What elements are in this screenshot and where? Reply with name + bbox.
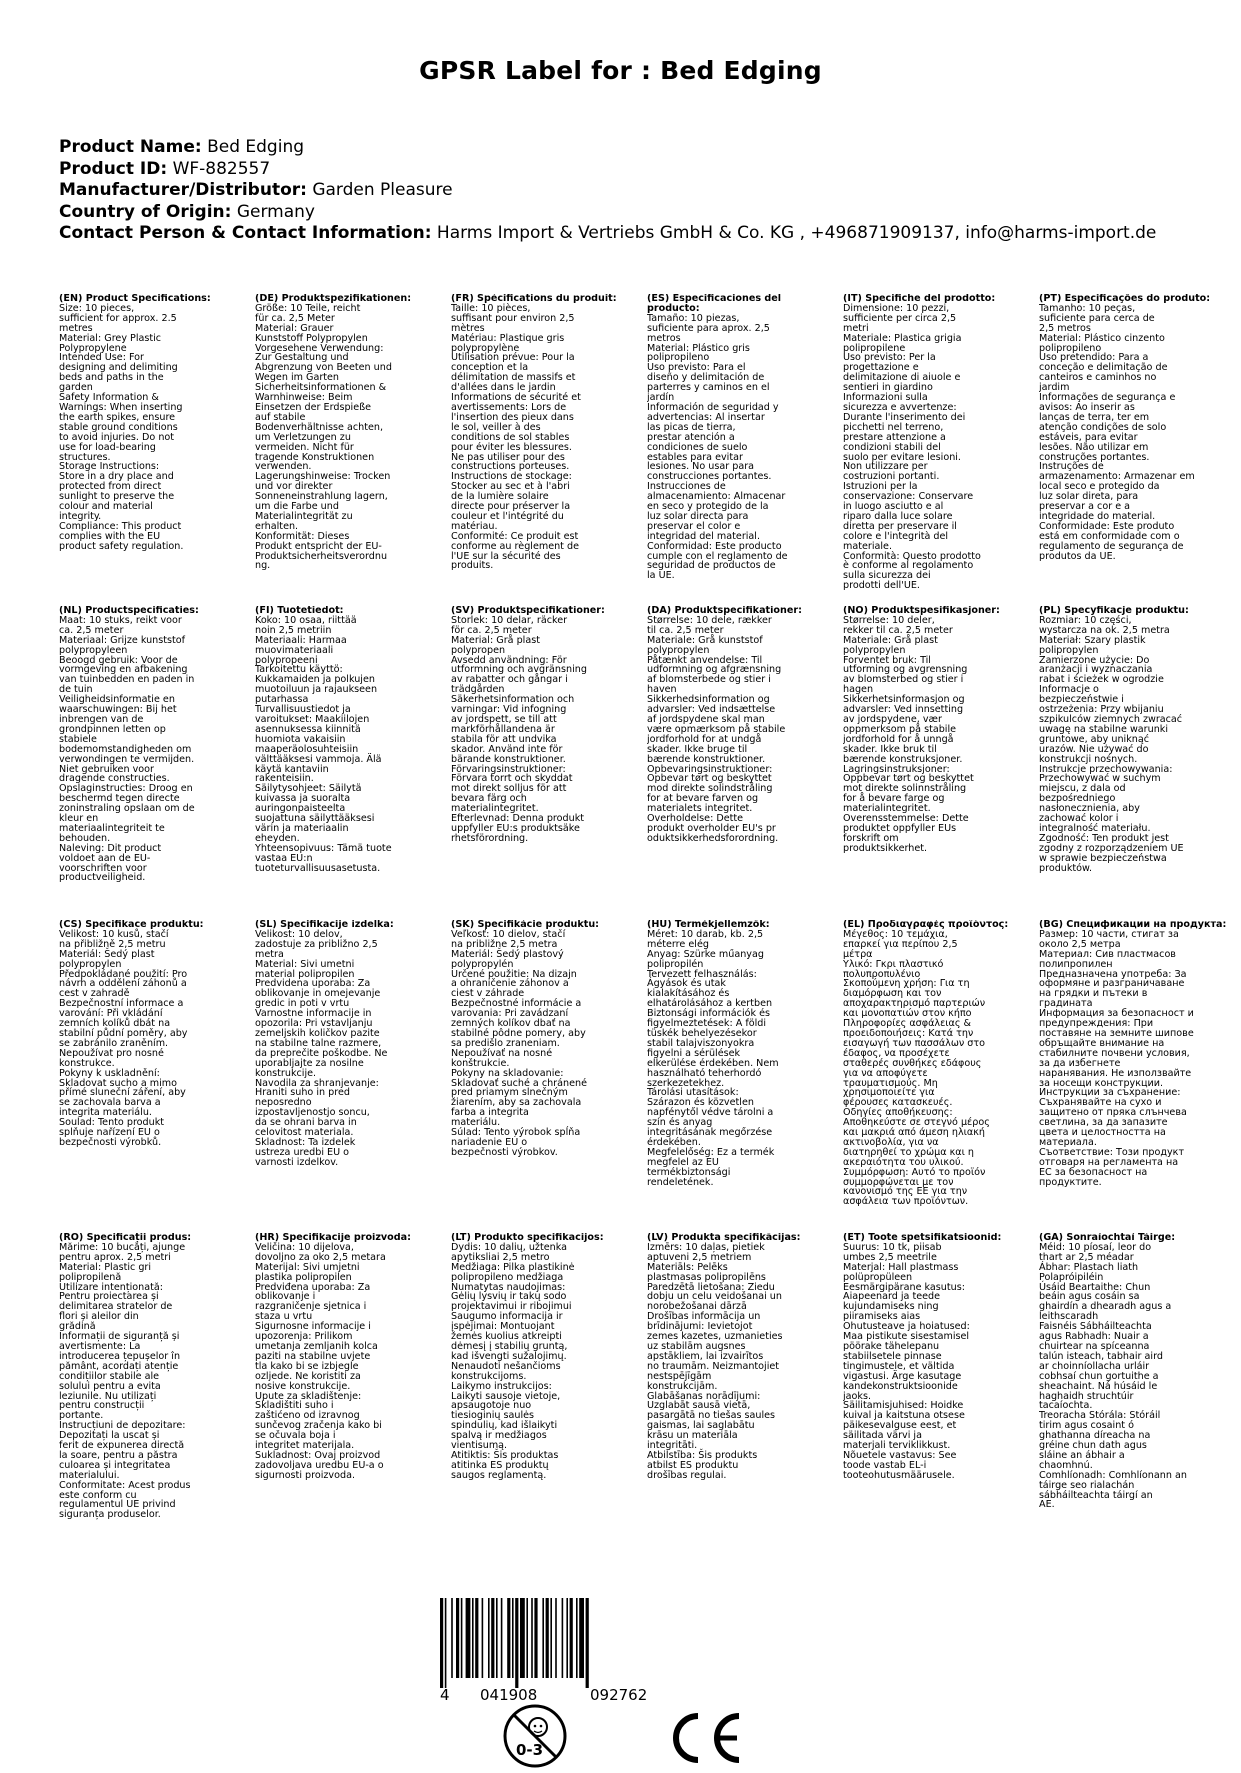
product-id-value: WF-882557 [172, 158, 271, 179]
barcode-bar [562, 1598, 564, 1678]
origin-label: Country of Origin: [59, 201, 232, 222]
lang-block-el [843, 920, 1015, 1207]
product-name-label: Product Name: [59, 137, 202, 157]
barcode-group-2: 092762 [590, 1686, 648, 1704]
product-info [59, 137, 1156, 245]
barcode-bar [440, 1598, 443, 1688]
lang-body: Taille: 10 pièces, suffisant pour environ 2,5 mètres Matériau: Plastique gris polypropylène Utilisation prévue: Pour la conception et la délimitation de massifs et d'allées dans le jardin Informations de sécurité et avertissements: Lors de l'insertion des pieux dans le sol, veiller à des conditions de sol stables pour éviter les blessures. Ne pas utiliser pour des constructions porteuses. Instructions de stockage: Stocker au sec et à l'abri de la lumière solaire directe pour préserver la couleur et l'intégrité du matériau. Conformité: Ce produit est conforme au règlement de l'UE sur la sécurité des produits. [451, 302, 581, 572]
barcode-bar [526, 1598, 528, 1678]
lang-block-hu [647, 920, 819, 1187]
lang-block-es [647, 294, 819, 581]
lang-block-pt [1039, 294, 1211, 561]
lang-block-pl [1039, 606, 1211, 873]
lang-block-sl [255, 920, 427, 1168]
contact-label: Contact Person & Contact Information: [59, 223, 432, 243]
lang-block-sv [451, 606, 623, 844]
barcode-bar [550, 1598, 552, 1678]
lang-heading: (SV) Produktspecifikationer: [451, 606, 605, 616]
lang-block-de [255, 294, 427, 571]
barcode-bar [512, 1598, 514, 1678]
lang-block-en [59, 294, 231, 552]
lang-heading: (EN) Product Specifications: [59, 294, 211, 304]
manufacturer-row [59, 180, 1156, 202]
lang-body: Tamaño: 10 piezas, suficiente para aprox. 2,5 metros Material: Plástico gris polipropileno Uso previsto: Para el diseño y delimitación de parterres y caminos en el jardín Información de seguridad y advertencias: Al insertar las picas de tierra, prestar atención a condiciones de suelo estables para evitar lesiones. No usar para construcciones portantes. Instrucciones de almacenamiento: Almacenar en seco y protegido de la luz solar directa para preservar el color e integridad del material. Conformidad: Este producto cumple con el reglamento de seguridad de productos de la UE. [647, 312, 788, 582]
barcode-bar [445, 1598, 447, 1688]
product-name-value: Bed Edging [207, 137, 305, 157]
barcode-left-digit: 4 [440, 1686, 450, 1704]
lang-heading: (PL) Specyfikacje produktu: [1039, 606, 1189, 616]
barcode-bar [491, 1598, 494, 1678]
age-warning-0-3-icon [502, 1703, 568, 1769]
page-title: GPSR Label for : Bed Edging [419, 56, 822, 85]
barcode-bar [475, 1598, 478, 1678]
lang-body: Tamanho: 10 peças, suficiente para cerca de 2,5 metros Material: Plástico cinzento polipropileno Uso pretendido: Para a conceção e delimitação de canteiros e caminhos no jardim Informações de segurança e avisos: Ao inserir as lanças de terra, ter em atenção condições de solo estáveis, para evitar lesões. Não utilizar em construções portantes. Instruções de armazenamento: Armazenar em local seco e protegido da luz solar direta, para preservar a cor e a integridade do material. Conformidade: Este produto está em conformidade com o regulamento de segurança de produtos da UE. [1039, 302, 1195, 562]
lang-block-no [843, 606, 1015, 854]
lang-heading: (PT) Especificações do produto: [1039, 294, 1211, 304]
lang-block-sk [451, 920, 623, 1158]
manufacturer-label: Manufacturer/Distributor: [59, 180, 307, 200]
product-name-row [59, 137, 1156, 159]
barcode-bar [482, 1598, 484, 1678]
lang-heading: (LT) Produkto specifikacijos: [451, 1233, 604, 1243]
barcode-bar [466, 1598, 471, 1678]
barcode-bar [570, 1598, 573, 1678]
lang-body: Veľkosť: 10 dielov, stačí na približne 2,5 metra Materiál: Šedý plastový polypropylén Určené použitie: Na dizajn a ohraničenie záhonov a ciest v záhrade Bezpečnostné informácie a varovania: Pri zavádzaní zemných kolíkov dbať na stabilné pôdne pomery, aby sa predišlo zraneniam. Nepoužívať na nosné konštrukcie. Pokyny na skladovanie: Skladovať suché a chránené pred priamym slnečným žiarením, aby sa zachovala farba a integrita materiálu. Súlad: Tento výrobok spĺňa nariadenie EÚ o bezpečnosti výrobkov. [451, 928, 587, 1158]
barcode-bar [461, 1598, 463, 1678]
barcode-bar [456, 1598, 459, 1678]
lang-body: Dydis: 10 dalių, užtenka apytiksliai 2,5 metro Medžiaga: Pilka plastikinė polipropileno medžiaga Numatytas naudojimas: Gėlių lysvių ir takų sodo projektavimui ir ribojimui Saugumo informacija ir įspėjimai: Montuojant žemės kuolius atkreipti dėmesį į stabilių gruntą, kad išvengti sužalojimų. Nenaudoti nešančioms konstrukcijoms. Laikymo instrukcijos: Laikyti sausoje vietoje, apsaugotoje nuo tiesioginių saulės spindulių, kad išlaikyti spalvą ir medžiagos vientisumą. Atitiktis: Šis produktas atitinka ES produktų saugos reglamentą. [451, 1241, 575, 1481]
lang-body: Mărime: 10 bucăți, ajunge pentru aprox. 2,5 metri Material: Plastic gri polipropilenă Utilizare intenționată: Pentru proiectarea și delimitarea stratelor de flori și aleilor din grădină Informații de siguranță și avertismente: La introducerea țepușelor în pământ, acordați atenție condițiilor stabile ale solului pentru a evita leziunile. Nu utilizați pentru construcții portante. Instrucțiuni de depozitare: Depozitați la uscat și ferit de expunerea directă la soare, pentru a păstra culoarea și integritatea materialului. Conformitate: Acest produs este conform cu regulamentul UE privind siguranța produselor. [59, 1241, 191, 1521]
lang-heading: (NL) Productspecificaties: [59, 606, 199, 616]
barcode-bar [496, 1598, 498, 1678]
lang-block-it [843, 294, 1015, 591]
contact-value: Harms Import & Vertriebs GmbH & Co. KG , +496871909137, info@harms-import.de [436, 223, 1157, 243]
lang-body: Größe: 10 Teile, reicht für ca. 2,5 Meter Material: Grauer Kunststoff Polypropylen Vorgesehene Verwendung: Zur Gestaltung und Abgrenzung von Beeten und Wegen im Garten Sicherheitsinformationen & Warnhinweise: Beim Einsetzen der Erdspieße auf stabile Bodenverhältnisse achten, um Verletzungen zu vermeiden. Nicht für tragende Konstruktionen verwenden. Lagerungshinweise: Trocken und vor direkter Sonneneinstrahlung lagern, um die Farbe und Materialintegrität zu erhalten. Konformität: Dieses Produkt entspricht der EU- Produktsicherheitsverordnu ng. [255, 302, 392, 572]
barcode-bar [566, 1598, 568, 1678]
lang-body: Koko: 10 osaa, riittää noin 2,5 metriin Materiaali: Harmaa muovimateriaali polypropeeni Tarkoitettu käyttö: Kukkamaiden ja polkujen muotoiluun ja rajaukseen putarhassa Turvallisuustiedot ja varoitukset: Maakiilojen asennuksessa kiinnitä huomiota vakaisiin maaperäolosuhteisiin välttääksesi vammoja. Älä käytä kantaviin rakenteisiin. Säilytysohjeet: Säilytä kuivassa ja suoralta auringonpaisteelta suojattuna säilyttääksesi värin ja materiaalin eheyden. Yhteensopivuus: Tämä tuote vastaa EU:n tuoteturvallisuusasetusta. [255, 614, 392, 874]
lang-heading: (DA) Produktspecifikationer: [647, 606, 802, 616]
lang-body: Størrelse: 10 dele, rækker til ca. 2,5 meter Materiale: Grå kunststof polypropylen Påtænkt anvendelse: Til udformning og afgrænsning af blomsterbede og stier i haven Sikkerhedsinformation og advarsler: Ved indsættelse af jordspydene skal man være opmærksom på stabile jordforhold for at undgå skader. Ikke bruge til bærende konstruktioner. Opbevaringsinstruktioner: Opbevar tørt og beskyttet mod direkte solindstråling for at bevare farven og materialets integritet. Overholdelse: Dette produkt overholder EU's pr oduktsikkerhedsforordning. [647, 614, 786, 844]
lang-block-et [843, 1233, 1015, 1481]
barcode-bar [534, 1598, 537, 1678]
lang-heading: (RO) Specificații produs: [59, 1233, 192, 1243]
barcode-bar [546, 1598, 549, 1678]
lang-block-ga [1039, 1233, 1211, 1510]
lang-block-lt [451, 1233, 623, 1481]
barcode-bar [488, 1598, 490, 1678]
lang-heading: (FR) Spécifications du produit: [451, 294, 617, 304]
barcode-bar [579, 1598, 584, 1678]
svg-text:0-3: 0-3 [516, 1741, 544, 1759]
lang-body: Méid: 10 píosaí, leor do thart ar 2,5 méadar Ábhar: Plastach liath Polapróipiléin Úsáid Beartaithe: Chun beáin agus cosáin sa ghairdín a dhearadh agus a leithscaradh Faisnéis Sábháilteachta agus Rabhadh: Nuair a chuirtear na spíceanna talún isteach, tabhair aird ar choinníollacha urláir cobhsaí chun gortuithe a sheachaint. Ná húsáid le haghaidh struchtúir tacaíochta. Treoracha Stórála: Stóráil tirim agus cosaint ó ghathanna díreacha na gréine chun dath agus sláine an ábhair a chaomhnú. Comhlíonadh: Comhlíonann an táirge seo rialachán sábháilteachta táirgí an AE. [1039, 1241, 1187, 1511]
origin-value: Germany [236, 201, 315, 222]
lang-heading: (HU) Termékjellemzők: [647, 920, 770, 930]
lang-block-fi [255, 606, 427, 873]
lang-body: Veličina: 10 dijelova, dovoljno za oko 2,5 metara Materijal: Sivi umjetni plastika polipropilen Predviđena uporaba: Za oblikovanje i razgraničenje sjetnica i staza u vrtu Sigurnosne informacije i upozorenja: Prilikom umetanja zemljanih kolca paziti na stabilne uvjete tla kako bi se izbjegle ozljede. Ne koristiti za nosive konstrukcije. Upute za skladištenje: Skladištiti suho i zaštićeno od izravnog sunčevog zračenja kako bi se očuvala boja i integritet materijala. Sukladnost: Ovaj proizvod zadovoljava uredbu EU-a o sigurnosti proizvoda. [255, 1241, 386, 1481]
lang-block-cs [59, 920, 231, 1148]
barcode-bar [472, 1598, 474, 1678]
lang-heading: (CS) Specifikace produktu: [59, 920, 204, 930]
lang-heading: (FI) Tuotetiedot: [255, 606, 344, 616]
barcode-bar [451, 1598, 453, 1678]
lang-block-hr [255, 1233, 427, 1481]
lang-heading: (ET) Toote spetsifikatsioonid: [843, 1233, 1002, 1243]
lang-block-ro [59, 1233, 231, 1520]
barcode-bar [520, 1598, 525, 1678]
barcode-bar [555, 1598, 557, 1678]
lang-block-nl [59, 606, 231, 883]
lang-body: Méret: 10 darab, kb. 2,5 méterre elég Anyag: Szürke műanyag polipropilén Tervezett felhasználás: Ágyások és utak kialakításához és elhatárolásához a kertben Biztonsági információk és figyelmeztetések: A földi tüskék behelyezésekor stabil talajviszonyokra figyelni a sérülések elkerülése érdekében. Nem használható teherhordó szerkezetekhez. Tárolási utasítások: Szárazon és közvetlen napfénytől védve tárolni a szín és anyag integritásának megőrzése érdekében. Megfelelőség: Ez a termék megfelel az EU termékbiztonsági rendeletének. [647, 928, 779, 1188]
lang-heading: (DE) Produktspezifikationen: [255, 294, 412, 304]
barcode-bar [542, 1598, 544, 1678]
lang-body: Maat: 10 stuks, reikt voor ca. 2,5 meter Materiaal: Grijze kunststof polypropyleen Beoogd gebruik: Voor de vormgeving en afbakening van tuinbedden en paden in de tuin Veiligheidsinformatie en waarschuwingen: Bij het inbrengen van de grondpinnen letten op stabiele bodemomstandigheden om verwondingen te vermijden. Niet gebruiken voor dragende constructies. Opslaginstructies: Droog en beschermd tegen directe zoninstraling opslaan om de kleur en materiaalintegriteit te behouden. Naleving: Dit product voldoet aan de EU- voorschriften voor productveiligheid. [59, 614, 195, 884]
lang-heading: (BG) Спецификации на продукта: [1039, 920, 1227, 930]
barcode-bar [501, 1598, 503, 1678]
origin-row [59, 202, 1156, 224]
product-id-row [59, 159, 1156, 181]
lang-heading: (GA) Sonraíochtaí Táirge: [1039, 1233, 1176, 1243]
lang-body: Size: 10 pieces, sufficient for approx. 2.5 metres Material: Grey Plastic Polypropylene Intended Use: For designing and delimiting beds and paths in the garden Safety Information & Warnings: When inserting the earth spikes, ensure stable ground conditions to avoid injuries. Do not use for load-bearing structures. Storage Instructions: Store in a dry place and protected from direct sunlight to preserve the colour and material integrity. Compliance: This product complies with the EU product safety regulation. [59, 302, 184, 552]
lang-block-fr [451, 294, 623, 571]
barcode-bar [576, 1598, 578, 1678]
lang-body: Rozmiar: 10 części, wystarcza na ok. 2,5 metra Materiał: Szary plastik polipropylen Zamierzone użycie: Do aranżacji i wyznaczania rabat i ścieżek w ogrodzie Informacje o bezpieczeństwie i ostrzeżenia: Przy wbijaniu szpikulców ziemnych zwracać uwagę na stabilne warunki gruntowe, aby uniknąć urazów. Nie używać do konstrukcji nośnych. Instrukcje przechowywania: Przechowywać w suchym miejscu, z dala od bezpośredniego nasłonecznienia, aby zachować kolor i integralność materiału. Zgodność: Ten produkt jest zgodny z rozporządzeniem UE w sprawie bezpieczeństwa produktów. [1039, 614, 1184, 874]
lang-body: Velikost: 10 kusů, stačí na přibližně 2,5 metru Materiál: Šedý plast polypropylen Předpokládané použití: Pro návrh a oddělení záhonů a cest v zahradě Bezpečnostní informace a varování: Při vkládání zemních kolíků dbát na stabilní půdní poměry, aby se zabránilo zraněním. Nepoužívat pro nosné konstrukce. Pokyny k uskladnění: Skladovat sucho a mimo přímé sluneční záření, aby se zachovala barva a integrita materiálu. Soulad: Tento produkt splňuje nařízení EU o bezpečnosti výrobků. [59, 928, 188, 1148]
lang-body: Размер: 10 части, стигат за около 2,5 метра Материал: Сив пластмасов полипропилен Предназначена употреба: За оформяне и разграничаване на грядки и пътеки в градината Информация за безопасност и предупреждения: При поставяне на земните шипове обръщайте внимание на стабилните почвени условия, за да избегнете наранявания. Не използвайте за носещи конструкции. Инструкции за съхранение: Съхранявайте на сухо и защитено от пряка слънчева светлина, за да запазите цвета и целостността на материала. Съответствие: Този продукт отговаря на регламента на ЕС за безопасност на продуктите. [1039, 928, 1194, 1188]
lang-body: Suurus: 10 tk, piisab umbes 2,5 meetrile Materjal: Hall plastmass polüpropüleen Eesmärgipärane kasutus: Aiapeenard ja teede kujundamiseks ning piiramiseks aias Ohutusteave ja hoiatused: Maa pistikute sisestamisel pöörake tähelepanu stabiilsetele pinnase tingimustele, et vältida vigastusi. Ärge kasutage kandekonstruktsioonide jaoks. Säilitamisjuhised: Hoidke kuival ja kaitstuna otsese päikesevalguse eest, et säilitada värvi ja materjali terviklikkust. Nõuetele vastavus: See toode vastab EL-i tooteohutusmäärusele. [843, 1241, 970, 1481]
lang-block-da [647, 606, 819, 844]
lang-heading: (LV) Produkta specifikācijas: [647, 1233, 801, 1243]
lang-block-bg [1039, 920, 1229, 1187]
lang-heading: (SL) Specifikacije izdelka: [255, 920, 394, 930]
barcode-bar [507, 1598, 510, 1678]
lang-body: Storlek: 10 delar, räcker för ca. 2,5 meter Material: Grå plast polypropen Avsedd användning: För utformning och avgränsning av rabatter och gångar i trädgården Säkerhetsinformation och varningar: Vid infogning av jordspett, se till att markförhållandena är stabila för att undvika skador. Använd inte för bärande konstruktioner. Förvaringsinstruktioner: Förvara torrt och skyddat mot direkt solljus för att bevara färg och materialintegritet. Efterlevnad: Denna produkt uppfyller EU:s produktsäke rhetsförordning. [451, 614, 587, 844]
manufacturer-value: Garden Pleasure [312, 180, 453, 200]
lang-heading: (IT) Specifiche del prodotto: [843, 294, 996, 304]
lang-body: Μέγεθος: 10 τεμάχια, επαρκεί για περίπου 2,5 μέτρα Υλικό: Γκρι πλαστικό πολυπροπυλένιο Σκοπούμενη χρήση: Για τη διαμόρφωση και τον αποχαρακτηρισμό παρτεριών και μονοπατιών στον κήπο Πληροφορίες ασφάλειας & προειδοποιήσεις: Κατά την εισαγωγή των πασσάλων στο έδαφος, να προσέχετε σταθερές συνθήκες εδάφους για να αποφύγετε τραυματισμούς. Μη χρησιμοποιείτε για φέρουσες κατασκευές. Οδηγίες αποθήκευσης: Αποθηκεύστε σε στεγνό μέρος και μακριά από άμεση ηλιακή ακτινοβολία, για να διατηρηθεί το χρώμα και η ακεραιότητα του υλικού. Συμμόρφωση: Αυτό το προϊόν συμμορφώνεται με τον κανονισμό της ΕΕ για την ασφάλεια των προϊόντων. [843, 928, 990, 1208]
lang-block-lv [647, 1233, 819, 1481]
lang-heading: (SK) Špecifikácie produktu: [451, 920, 600, 930]
lang-body: Izmērs: 10 daļas, pietiek aptuveni 2,5 metriem Materiāls: Pelēks plastmasas polipropilēns Paredzētā lietošana: Ziedu dobju un celu veidošanai un norobežošanai dārzā Drošības informācija un brīdinājumi: Ievietojot zemes kazetes, uzmanieties uz stabilām augsnes apstākliem, lai izvairītos no traumām. Neizmantojiet nestspējīgām konstrukcijām. Glabāšanas norādījumi: Uzglabāt sausā vietā, pasargātā no tiešas saules gaismas, lai saglabātu krāsu un materiāla integritāti. Atbilstība: Šis produkts atbilst ES produktu drošības regulai. [647, 1241, 783, 1481]
lang-heading: (ES) Especificaciones del producto: [647, 294, 782, 314]
lang-body: Velikost: 10 delov, zadostuje za približno 2,5 metra Material: Sivi umetni material polipropilen Predvidena uporaba: Za oblikovanje in omejevanje gredic in poti v vrtu Varnostne informacije in opozorila: Pri vstavljanju zemeljskih količkov pazite na stabilne talne razmere, da preprečite poškodbe. Ne uporabljajte za nosilne konstrukcije. Navodila za shranjevanje: Hraniti suho in pred neposredno izpostavljenostjo soncu, da se ohrani barva in celovitost materiala. Skladnost: Ta izdelek ustreza uredbi EU o varnosti izdelkov. [255, 928, 388, 1168]
barcode-bar [515, 1598, 518, 1688]
product-id-label: Product ID: [59, 158, 168, 179]
barcode-bar [586, 1598, 589, 1688]
lang-body: Dimensione: 10 pezzi, sufficiente per circa 2,5 metri Materiale: Plastica grigia polipropilene Uso previsto: Per la progettazione e delimitazione di aiuole e sentieri in giardino Informazioni sulla sicurezza e avvertenze: Durante l'inserimento dei picchetti nel terreno, prestare attenzione a condizioni stabili del suolo per evitare lesioni. Non utilizzare per costruzioni portanti. Istruzioni per la conservazione: Conservare in luogo asciutto e al riparo dalla luce solare diretta per preservare il colore e l'integrità del materiale. Conformità: Questo prodotto è conforme al regolamento sulla sicurezza dei prodotti dell'UE. [843, 302, 981, 592]
contact-row [59, 223, 1156, 245]
barcode-bar [531, 1598, 533, 1678]
lang-heading: (HR) Specifikacije proizvoda: [255, 1233, 411, 1243]
lang-body: Størrelse: 10 deler, rekker til ca. 2,5 meter Materiale: Grå plast polypropylen Forventet bruk: Til utforming og avgrensning av blomsterbed og stier i hagen Sikkerhetsinformasjon og advarsler: Ved innsetting av jordspydene, vær oppmerksom på stabile jordforhold for å unngå skader. Ikke bruk til bærende konstruksjoner. Lagringsinstruksjoner: Oppbevar tørt og beskyttet mot direkte solinnstråling for å bevare farge og materialintegritet. Overensstemmelse: Dette produktet oppfyller EUs forskrift om produktsikkerhet. [843, 614, 974, 854]
lang-heading: (NO) Produktspesifikasjoner: [843, 606, 1000, 616]
barcode-group-1: 041908 [480, 1686, 538, 1704]
barcode-bars [440, 1598, 710, 1688]
lang-heading: (EL) Προδιαγραφές προϊόντος: [843, 920, 1009, 930]
ce-mark-icon [663, 1710, 745, 1766]
